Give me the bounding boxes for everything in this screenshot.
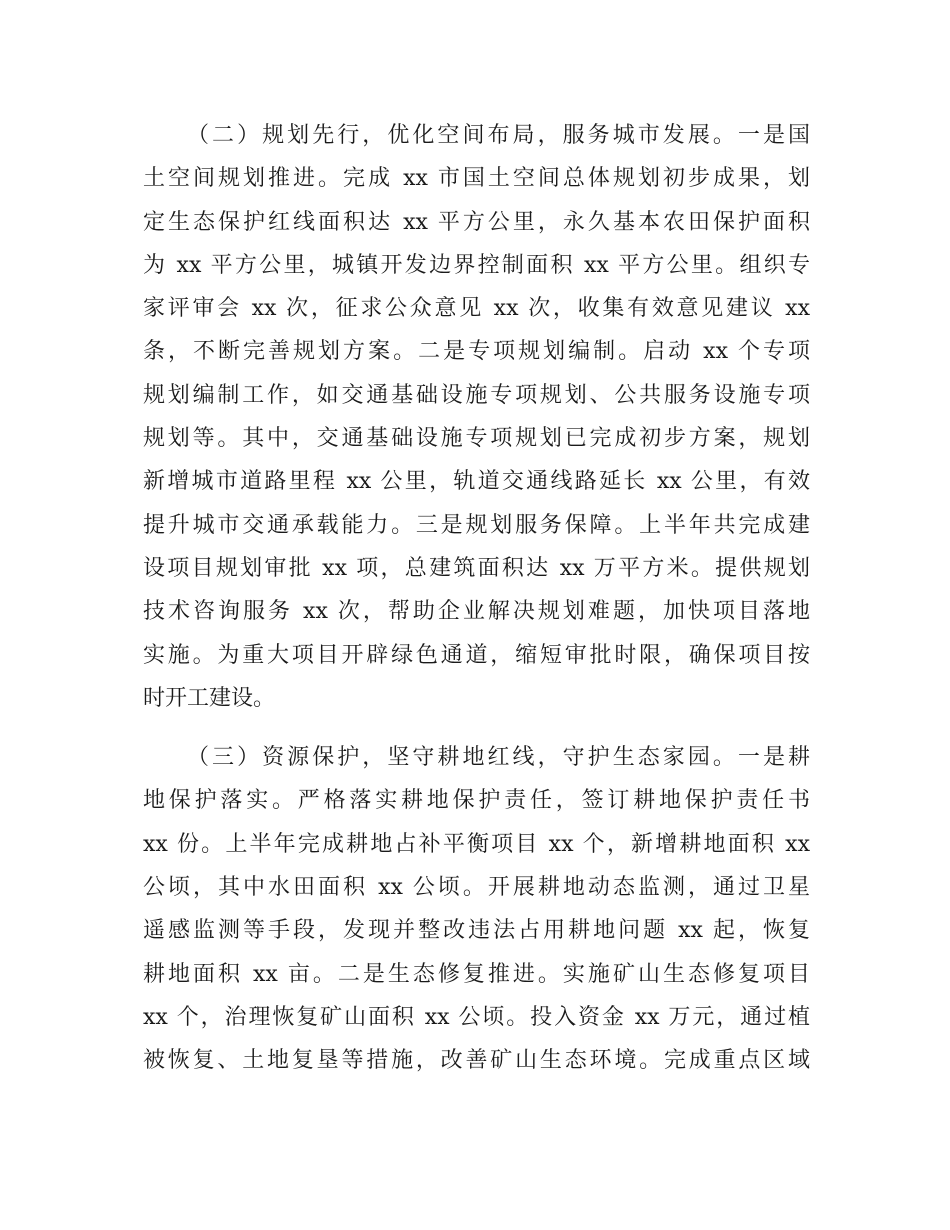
text-line: xx 份。上半年完成耕地占补平衡项目 xx 个，新增耕地面积 xx	[143, 831, 810, 857]
paragraph-gap	[143, 720, 810, 736]
text-line: 耕地面积 xx 亩。二是生态修复推进。实施矿山生态修复项目	[143, 961, 810, 987]
text-line: 公顷，其中水田面积 xx 公顷。开展耕地动态监测，通过卫星	[143, 875, 810, 901]
document-body	[143, 114, 810, 1083]
paragraph-resource-protection	[143, 736, 810, 1082]
paragraph-planning	[143, 114, 810, 720]
text-line: 家评审会 xx 次，征求公众意见 xx 次，收集有效意见建议 xx	[143, 296, 810, 322]
text-line: 地保护落实。严格落实耕地保护责任，签订耕地保护责任书	[143, 788, 810, 814]
text-line: （二）规划先行，优化空间布局，服务城市发展。一是国	[187, 123, 810, 148]
text-line: 时开工建设。	[143, 685, 276, 711]
text-line: 被恢复、土地复垦等措施，改善矿山生态环境。完成重点区域	[143, 1048, 810, 1074]
text-line: 为 xx 平方公里，城镇开发边界控制面积 xx 平方公里。组织专	[143, 252, 810, 278]
text-line: 遥感监测等手段，发现并整改违法占用耕地问题 xx 起，恢复	[143, 918, 810, 944]
text-line: 实施。为重大项目开辟绿色通道，缩短审批时限，确保项目按	[143, 642, 810, 668]
text-line: 定生态保护红线面积达 xx 平方公里，永久基本农田保护面积	[143, 209, 810, 235]
text-line: 规划等。其中，交通基础设施专项规划已完成初步方案，规划	[143, 426, 810, 452]
text-line: 规划编制工作，如交通基础设施专项规划、公共服务设施专项	[143, 382, 810, 408]
text-line: 新增城市道路里程 xx 公里，轨道交通线路延长 xx 公里，有效	[143, 469, 810, 495]
text-line: 技术咨询服务 xx 次，帮助企业解决规划难题，加快项目落地	[143, 599, 810, 625]
text-line: （三）资源保护，坚守耕地红线，守护生态家园。一是耕	[187, 745, 810, 771]
text-line: 提升城市交通承载能力。三是规划服务保障。上半年共完成建	[143, 512, 810, 538]
text-line: 条，不断完善规划方案。二是专项规划编制。启动 xx 个专项	[143, 339, 810, 365]
text-line: xx 个，治理恢复矿山面积 xx 公顷。投入资金 xx 万元，通过植	[143, 1004, 810, 1030]
text-line: 土空间规划推进。完成 xx 市国土空间总体规划初步成果，划	[143, 166, 810, 192]
text-line: 设项目规划审批 xx 项，总建筑面积达 xx 万平方米。提供规划	[143, 555, 810, 581]
